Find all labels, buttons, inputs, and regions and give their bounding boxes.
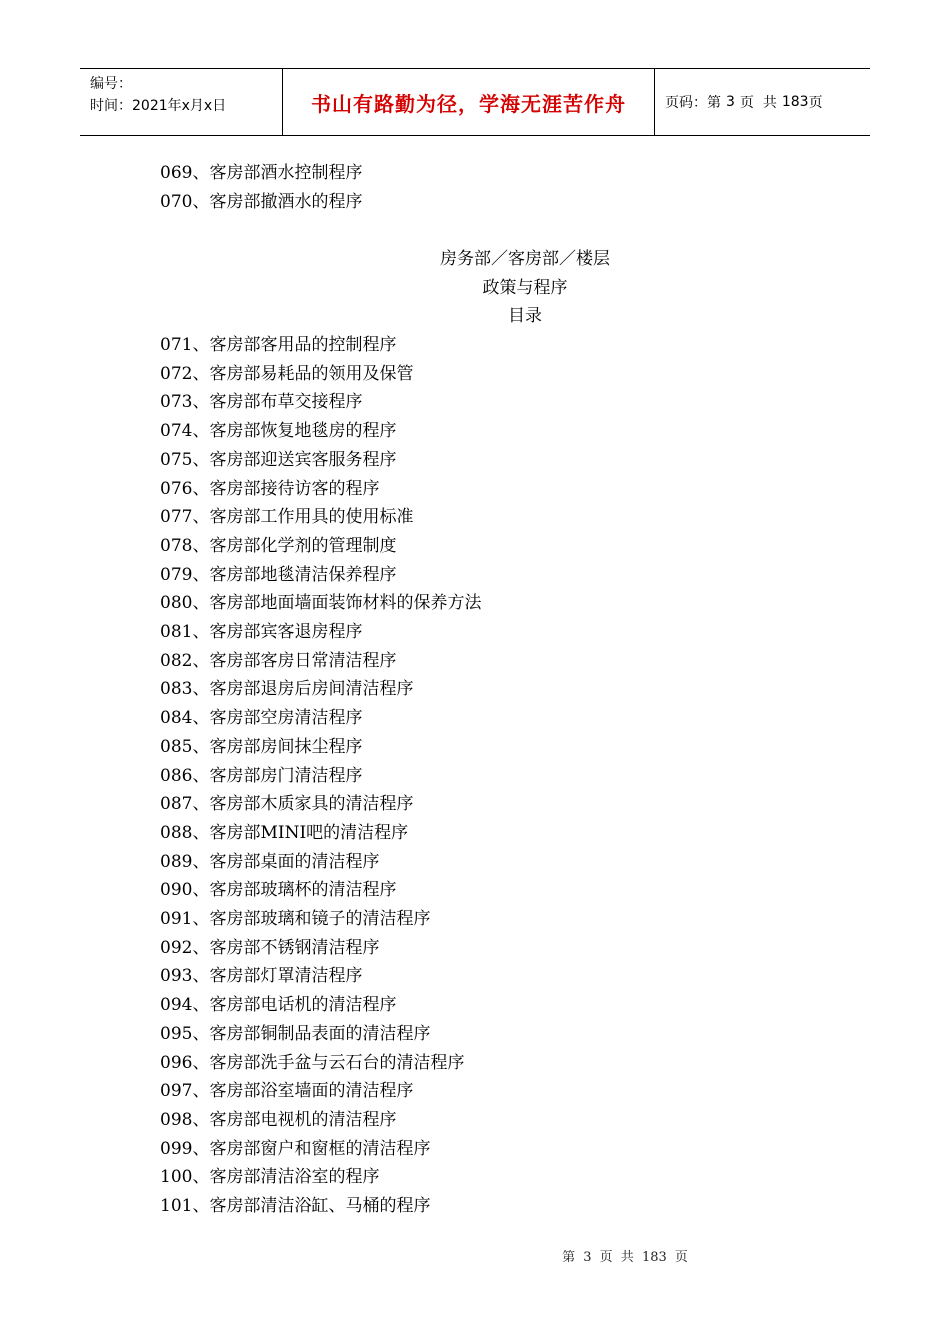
- header-motto: 书山有路勤为径，学海无涯苦作舟: [282, 69, 655, 135]
- toc-item: 076、客房部接待访客的程序: [160, 478, 380, 499]
- toc-item: 096、客房部洗手盆与云石台的清洁程序: [160, 1052, 465, 1073]
- toc-item: 099、客房部窗户和窗框的清洁程序: [160, 1138, 431, 1159]
- toc-item: 084、客房部空房清洁程序: [160, 708, 363, 729]
- toc-item: 088、客房部MINI吧的清洁程序: [160, 822, 409, 843]
- page-suffix: 页: [808, 95, 823, 111]
- toc-item: 086、客房部房门清洁程序: [160, 765, 363, 786]
- toc-item: 100、客房部清洁浴室的程序: [160, 1167, 380, 1188]
- toc-item: 085、客房部房间抹尘程序: [160, 736, 363, 757]
- toc-item: 090、客房部玻璃杯的清洁程序: [160, 880, 397, 901]
- serial-label: 编号：: [90, 76, 132, 92]
- toc-item: 087、客房部木质家具的清洁程序: [160, 794, 414, 815]
- footer-page-number: 3: [583, 1250, 592, 1265]
- toc-item: 069、客房部酒水控制程序: [160, 163, 363, 183]
- section-title-contents: 目录: [508, 306, 542, 326]
- toc-item: 072、客房部易耗品的领用及保管: [160, 363, 414, 384]
- toc-item: 078、客房部化学剂的管理制度: [160, 535, 397, 556]
- toc-item: 095、客房部铜制品表面的清洁程序: [160, 1023, 431, 1044]
- time-label: 时间：2021年x月x日: [90, 98, 227, 114]
- toc-item: 082、客房部客房日常清洁程序: [160, 650, 397, 671]
- page-prefix: 页码：第: [665, 95, 721, 111]
- toc-item: 098、客房部电视机的清洁程序: [160, 1109, 397, 1130]
- toc-item: 091、客房部玻璃和镜子的清洁程序: [160, 909, 431, 929]
- toc-item: 089、客房部桌面的清洁程序: [160, 851, 380, 872]
- page-total: 183: [781, 94, 809, 110]
- toc-item: 094、客房部电话机的清洁程序: [160, 995, 397, 1016]
- toc-item: 083、客房部退房后房间清洁程序: [160, 679, 414, 700]
- toc-item: 092、客房部不锈钢清洁程序: [160, 937, 380, 958]
- header-meta: [80, 69, 282, 135]
- page-header: [80, 68, 870, 136]
- toc-item: 077、客房部工作用具的使用标准: [160, 507, 414, 528]
- section-title-department: 房务部／客房部／楼层: [440, 249, 610, 269]
- page-number: 3: [726, 94, 735, 110]
- toc-item: 097、客房部浴室墙面的清洁程序: [160, 1081, 414, 1102]
- footer-total: 183: [641, 1250, 667, 1265]
- toc-item: 075、客房部迎送宾客服务程序: [160, 449, 397, 470]
- toc-item: 071、客房部客用品的控制程序: [160, 335, 397, 355]
- toc-item: 070、客房部撤酒水的程序: [160, 192, 363, 212]
- footer-mid: 页 共: [599, 1250, 634, 1265]
- toc-item: 081、客房部宾客退房程序: [160, 622, 363, 642]
- footer-prefix: 第: [562, 1250, 576, 1265]
- section-title-policy: 政策与程序: [482, 278, 568, 298]
- header-page-info: [655, 69, 870, 135]
- toc-item: 101、客房部清洁浴缸、马桶的程序: [160, 1196, 431, 1216]
- page-mid: 页 共: [739, 95, 777, 111]
- toc-item: 073、客房部布草交接程序: [160, 392, 363, 413]
- toc-item: 074、客房部恢复地毯房的程序: [160, 421, 397, 442]
- toc-item: 093、客房部灯罩清洁程序: [160, 966, 363, 987]
- toc-item: 079、客房部地毯清洁保养程序: [160, 564, 397, 585]
- page-footer: [0, 1246, 950, 1265]
- footer-suffix: 页: [674, 1250, 688, 1265]
- toc-item: 080、客房部地面墙面装饰材料的保养方法: [160, 593, 482, 614]
